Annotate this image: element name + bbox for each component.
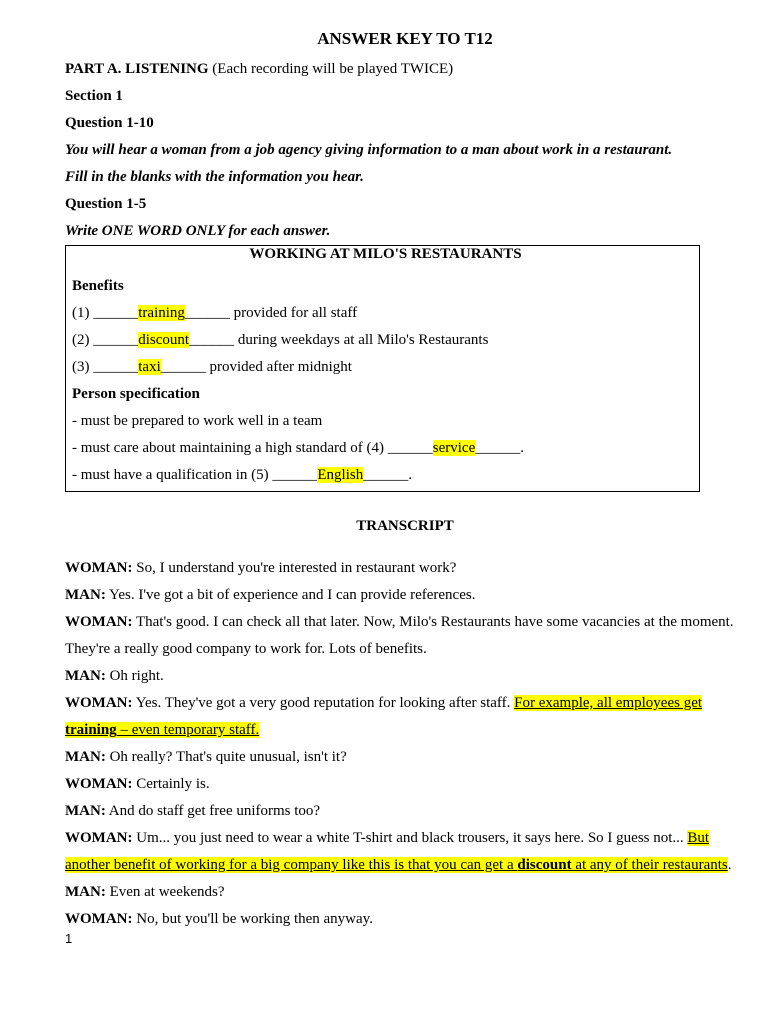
speaker-label: WOMAN: — [65, 776, 133, 792]
spec-text: ______. — [475, 440, 524, 456]
speaker-label: WOMAN: — [65, 830, 133, 846]
speech-text: Yes. They've got a very good reputation for looking after staff. — [132, 695, 515, 711]
speech-text: So, I understand you're interested in restaurant work? — [132, 560, 457, 576]
item-text: ______ provided for all staff — [184, 305, 358, 321]
speech-text: Oh right. — [105, 668, 164, 684]
transcript-line — [65, 609, 745, 636]
instruction-1: You will hear a woman from a job agency giving information to a man about work in a restaurant. — [65, 142, 673, 158]
item-number: (2) ______ — [72, 332, 139, 348]
transcript-line — [65, 663, 745, 690]
transcript-line — [65, 771, 745, 798]
spec-text: - must care about maintaining a high standard of (4) ______ — [72, 440, 433, 456]
speech-text: Um... you just need to wear a white T-shirt and black trousers, it says here. So I guess not... — [132, 830, 688, 846]
answer-highlight: discount — [138, 332, 190, 348]
question-range-heading: Question 1-10 — [65, 115, 154, 131]
speaker-label: MAN: — [65, 803, 106, 819]
answer-keyword: training — [65, 722, 117, 738]
transcript-line — [65, 825, 745, 879]
speech-text: That's good. I can check all that later. Now, Milo's Restaurants have some vacancies at the moment. — [132, 614, 734, 630]
question-sub-heading: Question 1-5 — [65, 196, 147, 212]
speech-text: No, but you'll be working then anyway. — [132, 911, 373, 927]
answer-evidence-highlight: For example, all employees get — [514, 695, 703, 711]
transcript-title: TRANSCRIPT — [356, 518, 454, 534]
spec-line: - must be prepared to work well in a team — [72, 413, 323, 429]
document-title: ANSWER KEY TO T12 — [317, 29, 493, 48]
speech-text: Yes. I've got a bit of experience and I can provide references. — [105, 587, 476, 603]
document-page — [65, 27, 745, 933]
benefit-item — [72, 300, 699, 327]
transcript-line — [65, 582, 745, 609]
answer-highlight: taxi — [138, 359, 161, 375]
transcript-line — [65, 879, 745, 906]
benefit-item — [72, 327, 699, 354]
item-text: ______ during weekdays at all Milo's Restaurants — [189, 332, 489, 348]
answer-highlight: English — [317, 467, 364, 483]
part-label: PART A. LISTENING — [65, 61, 209, 77]
part-heading — [65, 56, 745, 83]
speech-text: And do staff get free uniforms too? — [105, 803, 321, 819]
item-number: (1) ______ — [72, 305, 139, 321]
spec-heading: Person specification — [72, 386, 200, 402]
speaker-label: WOMAN: — [65, 560, 133, 576]
speaker-label: WOMAN: — [65, 614, 133, 630]
instruction-2: Fill in the blanks with the information you hear. — [65, 169, 364, 185]
part-note: (Each recording will be played TWICE) — [208, 61, 454, 77]
box-title: WORKING AT MILO'S RESTAURANTS — [249, 246, 522, 262]
answer-evidence-highlight: But — [687, 830, 710, 846]
speech-text: Certainly is. — [132, 776, 210, 792]
speaker-label: MAN: — [65, 668, 106, 684]
speaker-label: MAN: — [65, 884, 106, 900]
answer-evidence-highlight: – even temporary staff. — [116, 722, 260, 738]
spec-text: - must have a qualification in (5) ______ — [72, 467, 318, 483]
answer-highlight: training — [138, 305, 185, 321]
speech-text: . — [727, 857, 732, 873]
speaker-label: MAN: — [65, 587, 106, 603]
answer-keyword: discount — [517, 857, 572, 873]
spec-text: ______. — [363, 467, 412, 483]
spec-line — [72, 462, 699, 489]
answer-evidence-highlight: another benefit of working for a big company like this is that you can get a — [65, 857, 518, 873]
speech-text: Oh really? That's quite unusual, isn't it? — [105, 749, 347, 765]
spec-line — [72, 435, 699, 462]
answer-form-box — [65, 245, 700, 492]
speaker-label: WOMAN: — [65, 695, 133, 711]
section-heading: Section 1 — [65, 88, 123, 104]
answer-highlight: service — [432, 440, 476, 456]
instruction-3: Write ONE WORD ONLY for each answer. — [65, 223, 331, 239]
transcript-line — [65, 555, 745, 582]
transcript-line-continued: They're a really good company to work for. Lots of benefits. — [65, 641, 427, 657]
page-number: 1 — [65, 931, 73, 946]
speech-text: Even at weekends? — [105, 884, 225, 900]
answer-evidence-highlight: at any of their restaurants — [571, 857, 728, 873]
speaker-label: MAN: — [65, 749, 106, 765]
speaker-label: WOMAN: — [65, 911, 133, 927]
benefit-item — [72, 354, 699, 381]
transcript-line — [65, 906, 745, 933]
benefits-heading: Benefits — [72, 278, 124, 294]
transcript-line — [65, 744, 745, 771]
transcript-line — [65, 798, 745, 825]
item-text: ______ provided after midnight — [160, 359, 352, 375]
transcript-line — [65, 690, 745, 744]
item-number: (3) ______ — [72, 359, 139, 375]
